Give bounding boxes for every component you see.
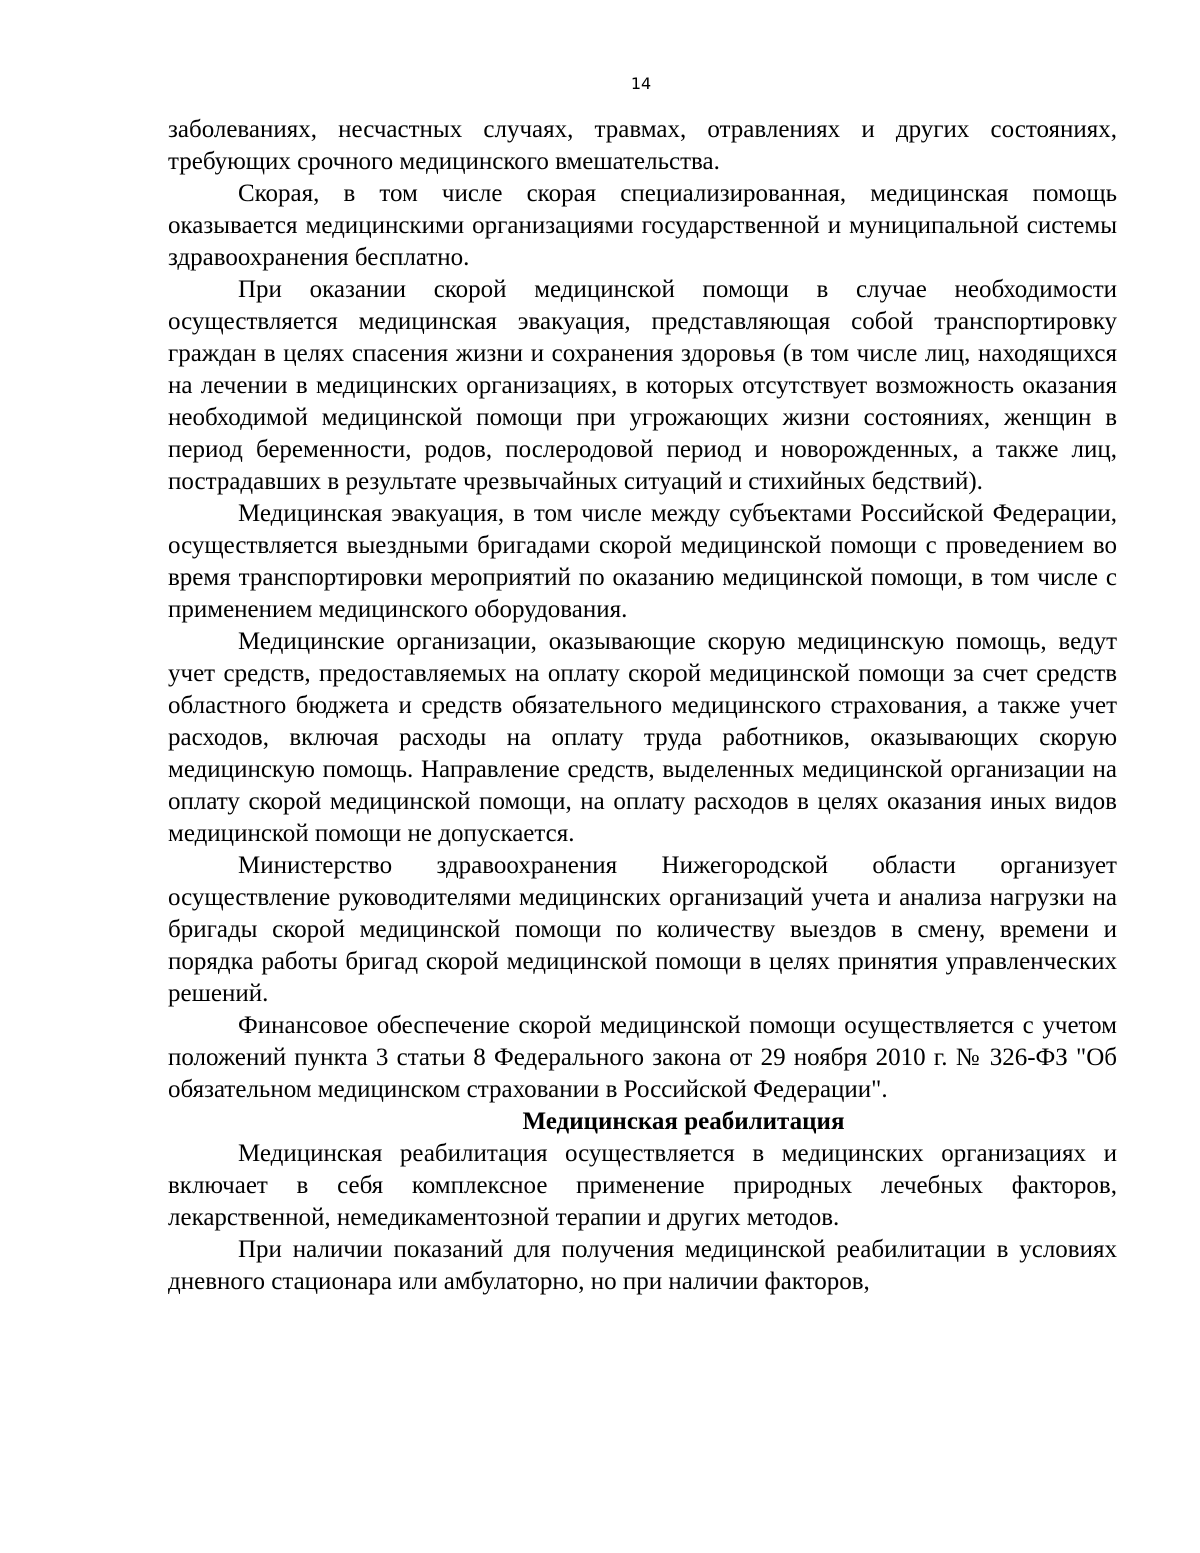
paragraph: Медицинская эвакуация, в том числе между субъектами Российской Федерации, осуществляется выездными бригадами скорой медицинской помощи с проведением во время транспортировки мероприятий по оказанию медицинской помощи, в том числе с применением медицинского оборудования. — [168, 500, 1117, 623]
paragraph: Медицинские организации, оказывающие скорую медицинскую помощь, ведут учет средств, предоставляемых на оплату скорой медицинской помощи за счет средств областного бюджета и средств обязательного медицинского страхования, а также учет расходов, включая расходы на оплату труда работников, оказывающих скорую медицинскую помощь. Направление средств, выделенных медицинской организации на оплату скорой медицинской помощи, на оплату расходов в целях оказания иных видов медицинской помощи не допускается. — [168, 628, 1117, 847]
paragraph: заболеваниях, несчастных случаях, травмах, отравлениях и других состояниях, требующих срочного медицинского вмешательства. — [168, 116, 1117, 175]
document-body — [168, 114, 1117, 1298]
paragraph: Скорая, в том числе скорая специализированная, медицинская помощь оказывается медицинскими организациями государственной и муниципальной системы здравоохранения бесплатно. — [168, 180, 1117, 271]
paragraph: При оказании скорой медицинской помощи в случае необходимости осуществляется медицинская эвакуация, представляющая собой транспортировку граждан в целях спасения жизни и сохранения здоровья (в том числе лиц, находящихся на лечении в медицинских организациях, в которых отсутствует возможность оказания необходимой медицинской помощи при угрожающих жизни состояниях, женщин в период беременности, родов, послеродовой период и новорожденных, а также лиц, пострадавших в результате чрезвычайных ситуаций и стихийных бедствий). — [168, 276, 1117, 495]
paragraph: При наличии показаний для получения медицинской реабилитации в условиях дневного стационара или амбулаторно, но при наличии факторов, — [168, 1236, 1117, 1295]
paragraph: Медицинская реабилитация осуществляется в медицинских организациях и включает в себя комплексное применение природных лечебных факторов, лекарственной, немедикаментозной терапии и других методов. — [168, 1140, 1117, 1231]
page-number: 14 — [630, 74, 652, 93]
paragraph: Министерство здравоохранения Нижегородской области организует осуществление руководителями медицинских организаций учета и анализа нагрузки на бригады скорой медицинской помощи по количеству выездов в смену, времени и порядка работы бригад скорой медицинской помощи в целях принятия управленческих решений. — [168, 852, 1117, 1007]
section-heading: Медицинская реабилитация — [522, 1108, 845, 1135]
paragraph: Финансовое обеспечение скорой медицинской помощи осуществляется с учетом положений пункта 3 статьи 8 Федерального закона от 29 ноября 2010 г. № 326-ФЗ "Об обязательном медицинском страховании в Российской Федерации". — [168, 1012, 1117, 1103]
